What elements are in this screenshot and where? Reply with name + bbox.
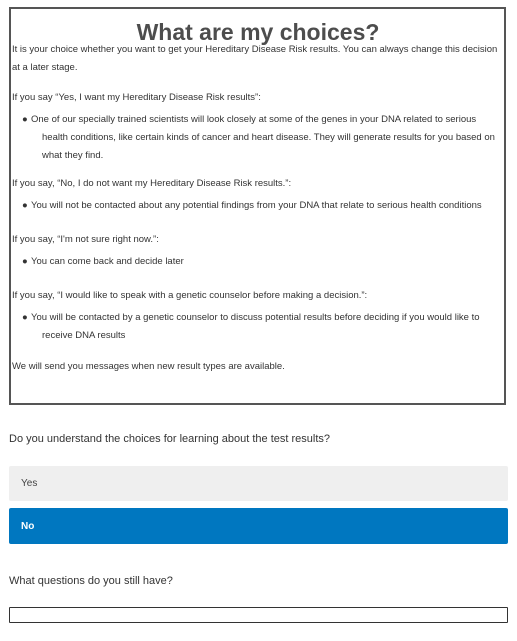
list-item: ● One of our specially trained scientists will look closely at some of the genes in your DNA related to serious health conditions, like certain kinds of cancer and heart disease. They will generate results for you based on what they find. — [22, 111, 504, 165]
bullet-icon: ● — [22, 114, 28, 125]
bullet-icon: ● — [22, 256, 28, 267]
question-understand-label: Do you understand the choices for learning about the test results? — [9, 433, 331, 445]
list-item: ● You will not be contacted about any potential findings from your DNA that relate to serious health conditions — [22, 197, 504, 215]
list-item: ● You will be contacted by a genetic counselor to discuss potential results before deciding if you would like to receive DNA results — [22, 309, 504, 345]
section-heading-counselor: If you say, “I would like to speak with a genetic counselor before making a decision.”: — [12, 290, 368, 301]
section-heading-yes: If you say “Yes, I want my Hereditary Disease Risk results”: — [12, 92, 261, 103]
list-item: ● You can come back and decide later — [22, 253, 504, 271]
section-list-yes — [12, 111, 504, 165]
option-no-label: No — [21, 520, 35, 532]
option-no-button[interactable] — [9, 508, 508, 544]
section-list-not-sure — [12, 253, 504, 271]
info-footer: We will send you messages when new result types are available. — [12, 361, 285, 372]
questions-answer-input[interactable] — [9, 607, 508, 623]
info-intro: It is your choice whether you want to get your Hereditary Disease Risk results. You can always change this decision at a later stage. — [12, 44, 498, 73]
section-list-counselor — [12, 309, 504, 345]
choices-info-box — [9, 7, 506, 405]
section-heading-not-sure: If you say, “I'm not sure right now.”: — [12, 234, 159, 245]
section-list-no — [12, 197, 504, 215]
option-yes-button[interactable] — [9, 466, 508, 501]
section-heading-no: If you say, “No, I do not want my Hereditary Disease Risk results.”: — [12, 178, 292, 189]
bullet-icon: ● — [22, 200, 28, 211]
bullet-icon: ● — [22, 312, 28, 323]
option-yes-label: Yes — [21, 478, 38, 489]
question-remaining-label: What questions do you still have? — [9, 575, 173, 587]
info-title: What are my choices? — [136, 19, 380, 45]
